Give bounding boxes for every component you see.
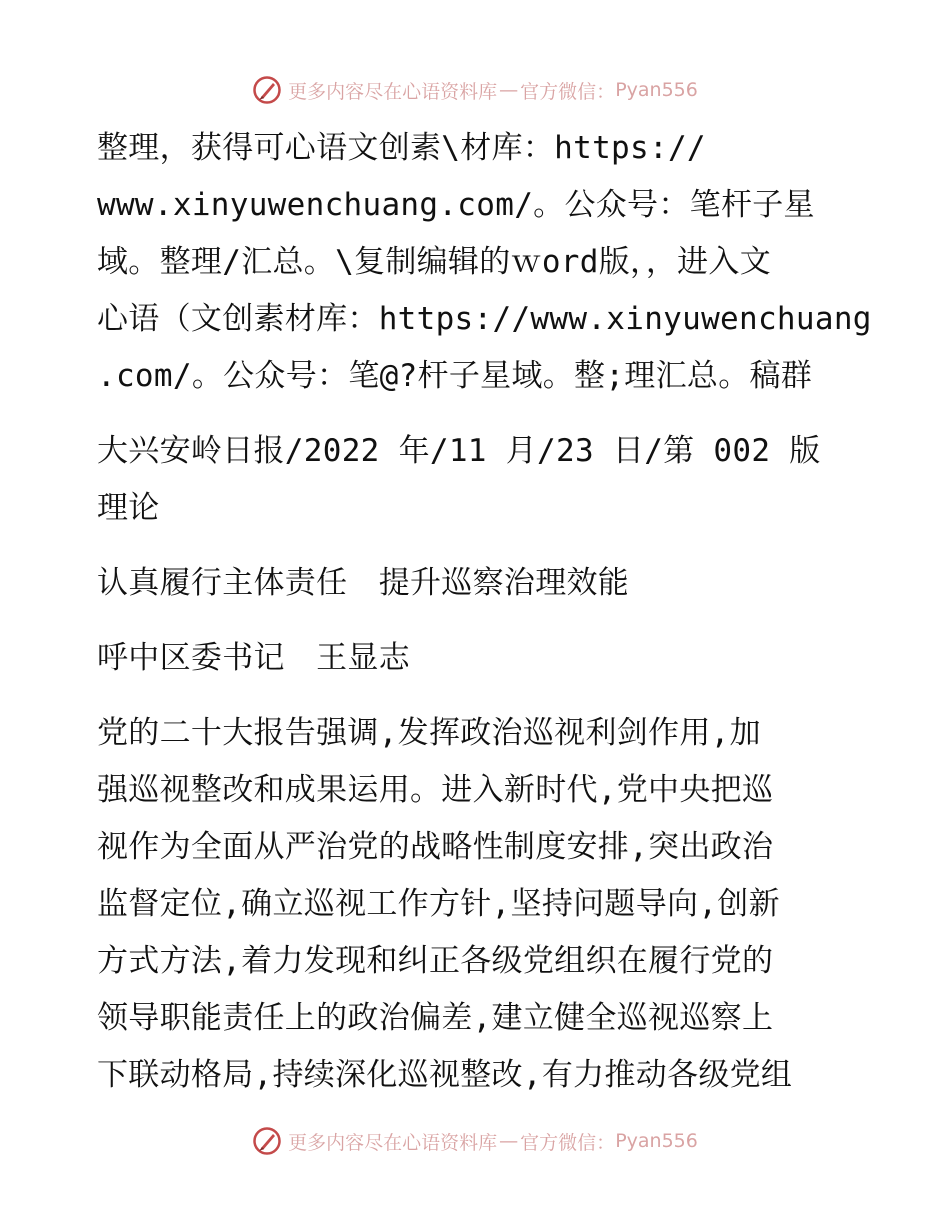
banner-wechat-label: 官方微信： <box>520 80 616 103</box>
source-line: 大兴安岭日报/2022 年/11 月/23 日/第 002 版 <box>97 433 821 469</box>
article-title: 认真履行主体责任 提升巡察治理效能 <box>97 565 630 601</box>
source-info <box>97 423 857 537</box>
banner-wechat-id: Pyan556 <box>615 79 698 101</box>
body-line: 方式方法,着力发现和纠正各级党组织在履行党的 <box>97 943 774 979</box>
banner-wechat-label: 官方微信： <box>520 1131 616 1154</box>
banner-dash: — <box>499 79 519 101</box>
body-line: 视作为全面从严治党的战略性制度安排,突出政治 <box>97 829 774 865</box>
body-line: 下联动格局,持续深化巡视整改,有力推动各级党组 <box>97 1057 793 1093</box>
article-author: 呼中区委书记 王显志 <box>97 640 410 676</box>
banner-dash: — <box>499 1130 519 1152</box>
body-line: 监督定位,确立巡视工作方针,坚持问题导向,创新 <box>97 886 780 922</box>
intro-line: 域。整理/汇总。\复制编辑的ｗord版，，进入文 <box>97 244 772 280</box>
body-line: 党的二十大报告强调,发挥政治巡视利剑作用,加 <box>97 715 761 751</box>
quill-pen-logo-icon <box>252 75 282 105</box>
intro-line: www.xinyuwenchuang.com/。公众号：笔杆子星 <box>97 187 815 223</box>
intro-line: 心语（文创素材库：https://www.xinyuwenchuang <box>97 301 872 337</box>
document-body <box>97 120 872 1104</box>
banner-text: 更多内容尽在心语资料库 <box>288 1131 498 1154</box>
footer-banner <box>0 1121 950 1161</box>
banner-wechat-id: Pyan556 <box>615 1130 698 1152</box>
header-banner <box>0 70 950 110</box>
intro-line: 整理，获得可心语文创素\材库：https:// <box>97 130 706 166</box>
intro-line: .com/。公众号：笔@?杆子星域。整;理汇总。稿群 <box>97 358 813 394</box>
intro-paragraph <box>97 120 872 405</box>
banner-text: 更多内容尽在心语资料库 <box>288 80 498 103</box>
body-line: 领导职能责任上的政治偏差,建立健全巡视巡察上 <box>97 1000 774 1036</box>
body-line: 强巡视整改和成果运用。进入新时代,党中央把巡 <box>97 772 774 808</box>
quill-pen-logo-icon <box>252 1126 282 1156</box>
body-paragraph <box>97 705 857 1104</box>
source-line: 理论 <box>97 490 160 526</box>
